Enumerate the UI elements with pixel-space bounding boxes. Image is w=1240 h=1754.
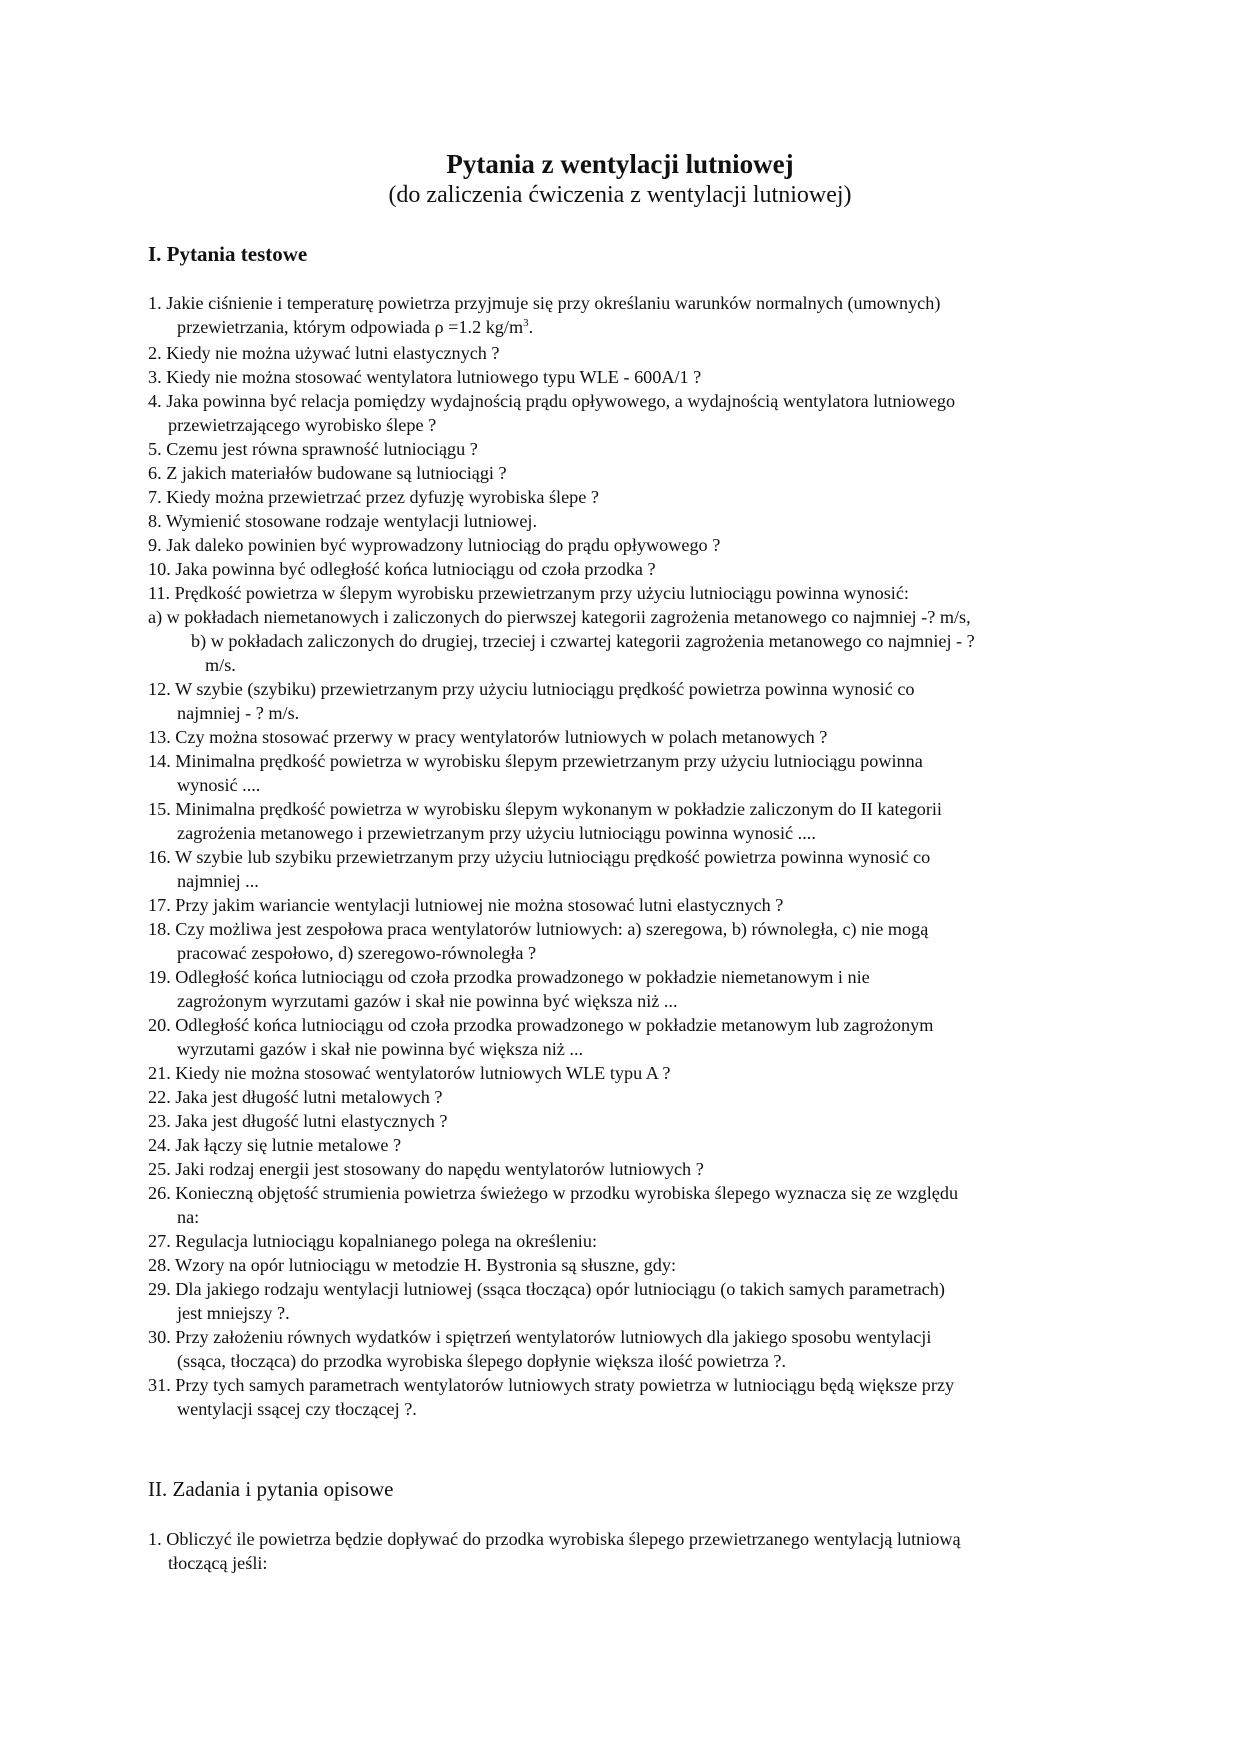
list-item: 31. Przy tych samych parametrach wentylatorów lutniowych straty powietrza w lutniociągu będą większe przy xyxy=(148,1375,955,1395)
list-item: 3. Kiedy nie można stosować wentylatora lutniowego typu WLE - 600A/1 ? xyxy=(148,367,702,387)
list-item-continuation: (ssąca, tłocząca) do przodka wyrobiska ślepego dopłynie większa ilość powietrza ?. xyxy=(177,1351,787,1371)
list-item: 7. Kiedy można przewietrzać przez dyfuzję wyrobiska ślepe ? xyxy=(148,487,599,507)
list-item: 13. Czy można stosować przerwy w pracy wentylatorów lutniowych w polach metanowych ? xyxy=(148,727,828,747)
list-item: 5. Czemu jest równa sprawność lutniociągu ? xyxy=(148,439,478,459)
list-item: 4. Jaka powinna być relacja pomiędzy wydajnością prądu opływowego, a wydajnością wentylatora lutniowego xyxy=(148,391,956,411)
list-item: 26. Konieczną objętość strumienia powietrza świeżego w przodku wyrobiska ślepego wyznacza się ze względu xyxy=(148,1183,959,1203)
list-item: 21. Kiedy nie można stosować wentylatorów lutniowych WLE typu A ? xyxy=(148,1063,671,1083)
list-item: 19. Odległość końca lutniociągu od czoła przodka prowadzonego w pokładzie niemetanowym i nie xyxy=(148,967,870,987)
list-item: 28. Wzory na opór lutniociągu w metodzie H. Bystronia są słuszne, gdy: xyxy=(148,1255,677,1275)
list-item: 25. Jaki rodzaj energii jest stosowany do napędu wentylatorów lutniowych ? xyxy=(148,1159,704,1179)
list-item-continuation: wentylacji ssącej czy tłoczącej ?. xyxy=(177,1399,417,1419)
list-item-continuation: zagrożonym wyrzutami gazów i skał nie powinna być większa niż ... xyxy=(177,991,678,1011)
document-title: Pytania z wentylacji lutniowej xyxy=(446,149,794,179)
list-item: 9. Jak daleko powinien być wyprowadzony lutniociąg do prądu opływowego ? xyxy=(148,535,721,555)
list-item: 12. W szybie (szybiku) przewietrzanym przy użyciu lutniociągu prędkość powietrza powinna wynosić co xyxy=(148,679,915,699)
list-item-continuation: wyrzutami gazów i skał nie powinna być większa niż ... xyxy=(177,1039,584,1059)
list-item-continuation: jest mniejszy ?. xyxy=(177,1303,290,1323)
section-heading-descriptive-tasks: II. Zadania i pytania opisowe xyxy=(148,1477,394,1501)
list-item: 10. Jaka powinna być odległość końca lutniociągu od czoła przodka ? xyxy=(148,559,656,579)
list-item-continuation: zagrożenia metanowego i przewietrzanym przy użyciu lutniociągu powinna wynosić .... xyxy=(177,823,816,843)
list-item-continuation: na: xyxy=(177,1207,200,1227)
list-item: 20. Odległość końca lutniociągu od czoła przodka prowadzonego w pokładzie metanowym lub zagrożonym xyxy=(148,1015,934,1035)
list-item: 17. Przy jakim wariancie wentylacji lutniowej nie można stosować lutni elastycznych ? xyxy=(148,895,784,915)
list-item: 14. Minimalna prędkość powietrza w wyrobisku ślepym przewietrzanym przy użyciu lutniociągu powinna xyxy=(148,751,923,771)
list-item-sub-a: a) w pokładach niemetanowych i zaliczonych do pierwszej kategorii zagrożenia metanowego co najmniej -? m/s, xyxy=(148,607,971,627)
list-item-continuation: m/s. xyxy=(205,655,236,675)
list-item: 24. Jak łączy się lutnie metalowe ? xyxy=(148,1135,402,1155)
document-subtitle: (do zaliczenia ćwiczenia z wentylacji lutniowej) xyxy=(388,182,852,208)
list-item-continuation: przewietrzającego wyrobisko ślepe ? xyxy=(168,415,437,435)
list-item: 1. Jakie ciśnienie i temperaturę powietrza przyjmuje się przy określaniu warunków normalnych (umownych) xyxy=(148,293,941,313)
list-item: 27. Regulacja lutniociągu kopalnianego polega na określeniu: xyxy=(148,1231,597,1251)
list-item-sub-b: b) w pokładach zaliczonych do drugiej, trzeciej i czwartej kategorii zagrożenia metanowego co najmniej - ? xyxy=(191,631,975,651)
list-item-continuation: najmniej ... xyxy=(177,871,259,891)
list-item: 15. Minimalna prędkość powietrza w wyrobisku ślepym wykonanym w pokładzie zaliczonym do II kategorii xyxy=(148,799,942,819)
list-item-continuation: wynosić .... xyxy=(177,775,261,795)
list-item-continuation: najmniej - ? m/s. xyxy=(177,703,300,723)
list-item: 16. W szybie lub szybiku przewietrzanym przy użyciu lutniociągu prędkość powietrza powinna wynosić co xyxy=(148,847,931,867)
list-item: 23. Jaka jest długość lutni elastycznych ? xyxy=(148,1111,448,1131)
list-item-continuation: tłoczącą jeśli: xyxy=(168,1553,268,1573)
list-item: 8. Wymienić stosowane rodzaje wentylacji lutniowej. xyxy=(148,511,537,531)
list-item: 2. Kiedy nie można używać lutni elastycznych ? xyxy=(148,343,500,363)
list-item: 1. Obliczyć ile powietrza będzie dopływać do przodka wyrobiska ślepego przewietrzanego wentylacją lutniową xyxy=(148,1529,961,1549)
list-item: 30. Przy założeniu równych wydatków i spiętrzeń wentylatorów lutniowych dla jakiego sposobu wentylacji xyxy=(148,1327,932,1347)
list-item: 6. Z jakich materiałów budowane są lutniociągi ? xyxy=(148,463,507,483)
list-item: 22. Jaka jest długość lutni metalowych ? xyxy=(148,1087,443,1107)
section-heading-test-questions: I. Pytania testowe xyxy=(148,242,308,266)
list-item: 11. Prędkość powietrza w ślepym wyrobisku przewietrzanym przy użyciu lutniociągu powinna wynosić: xyxy=(148,583,909,603)
list-item: 18. Czy możliwa jest zespołowa praca wentylatorów lutniowych: a) szeregowa, b) równoległa, c) nie mogą xyxy=(148,919,929,939)
list-item-continuation: przewietrzania, którym odpowiada ρ =1.2 $kg/m^3$. xyxy=(177,316,534,337)
list-item: 29. Dla jakiego rodzaju wentylacji lutniowej (ssąca tłocząca) opór lutniociągu (o takich samych parametrach) xyxy=(148,1279,945,1299)
list-item-continuation: pracować zespołowo, d) szeregowo-równoległa ? xyxy=(177,943,537,963)
